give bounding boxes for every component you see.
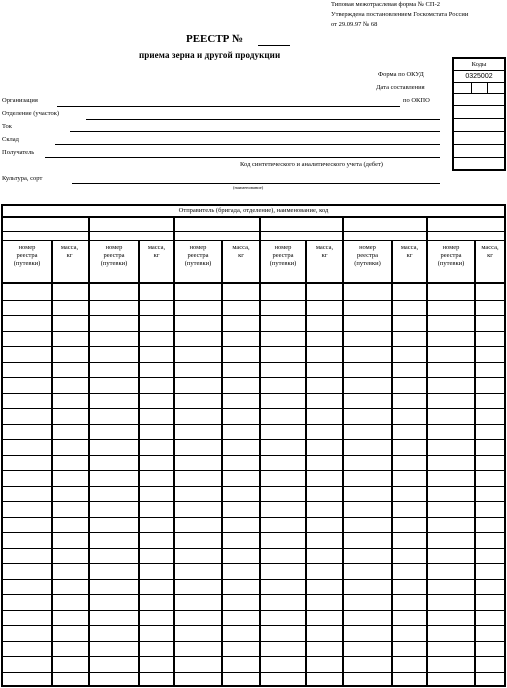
date-label: Дата составления [376, 84, 425, 91]
table-row[interactable] [90, 393, 173, 394]
sender-group [259, 218, 342, 685]
registry-number-header: номер реестра (путевки) [13, 244, 41, 267]
table-row[interactable] [261, 346, 342, 347]
department-code-cell[interactable] [454, 106, 504, 119]
data-rows [428, 282, 504, 685]
table-row[interactable] [428, 424, 504, 425]
table-row[interactable] [3, 362, 88, 363]
table-row[interactable] [428, 408, 504, 409]
table-row[interactable] [344, 579, 426, 580]
mass-header: масса, кг [232, 244, 250, 259]
table-row[interactable] [344, 424, 426, 425]
table-row[interactable] [261, 610, 342, 611]
table-row[interactable] [90, 579, 173, 580]
table-row[interactable] [261, 656, 342, 657]
sender-code-cell[interactable] [344, 232, 426, 241]
table-row[interactable] [3, 594, 88, 595]
table-row[interactable] [428, 672, 504, 673]
table-row[interactable] [344, 377, 426, 378]
sender-code-cell[interactable] [261, 232, 342, 241]
sender-code-cell[interactable] [428, 232, 504, 241]
table-row[interactable] [428, 517, 504, 518]
table-row[interactable] [90, 517, 173, 518]
sender-code-cell[interactable] [90, 232, 173, 241]
table-row[interactable] [344, 548, 426, 549]
table-row[interactable] [428, 439, 504, 440]
table-row[interactable] [428, 362, 504, 363]
table-row[interactable] [90, 315, 173, 316]
registry-number-header: номер реестра (путевки) [184, 244, 212, 267]
table-row[interactable] [175, 346, 259, 347]
table-row[interactable] [344, 532, 426, 533]
table-row[interactable] [3, 532, 88, 533]
tok-label: Ток [2, 123, 12, 130]
table-row[interactable] [90, 408, 173, 409]
table-row[interactable] [3, 672, 88, 673]
sender-header: Отправитель (бригада, отделение), наименование, код [3, 206, 504, 218]
data-rows [90, 282, 173, 685]
table-row[interactable] [175, 486, 259, 487]
sender-name-cell[interactable] [3, 218, 88, 232]
organization-label: Организация [2, 97, 38, 104]
table-row[interactable] [428, 300, 504, 301]
table-row[interactable] [3, 517, 88, 518]
okud-label: Форма по ОКУД [378, 71, 424, 78]
table-row[interactable] [344, 486, 426, 487]
table-row[interactable] [3, 377, 88, 378]
table-row[interactable] [261, 501, 342, 502]
account-code-cell[interactable] [454, 158, 504, 169]
table-row[interactable] [428, 501, 504, 502]
table-row[interactable] [3, 300, 88, 301]
table-row[interactable] [175, 594, 259, 595]
table-row[interactable] [428, 563, 504, 564]
table-row[interactable] [344, 470, 426, 471]
table-row[interactable] [3, 346, 88, 347]
table-row[interactable] [3, 315, 88, 316]
department-field[interactable] [86, 119, 440, 120]
sender-group [342, 218, 426, 685]
table-row[interactable] [261, 563, 342, 564]
table-row[interactable] [3, 656, 88, 657]
table-row[interactable] [344, 300, 426, 301]
table-row[interactable] [428, 377, 504, 378]
table-row[interactable] [90, 486, 173, 487]
table-row[interactable] [175, 315, 259, 316]
table-row[interactable] [428, 346, 504, 347]
table-row[interactable] [428, 393, 504, 394]
table-row[interactable] [3, 625, 88, 626]
table-row[interactable] [261, 362, 342, 363]
table-row[interactable] [428, 594, 504, 595]
table-row[interactable] [428, 625, 504, 626]
table-row[interactable] [261, 439, 342, 440]
table-row[interactable] [344, 672, 426, 673]
table-row[interactable] [344, 641, 426, 642]
table-row[interactable] [3, 548, 88, 549]
warehouse-code-cell[interactable] [454, 132, 504, 145]
table-row[interactable] [261, 377, 342, 378]
table-row[interactable] [175, 656, 259, 657]
table-row[interactable] [261, 486, 342, 487]
table-row[interactable] [428, 532, 504, 533]
table-row[interactable] [175, 377, 259, 378]
registry-number-header: номер реестра (путевки) [354, 244, 381, 267]
table-row[interactable] [261, 548, 342, 549]
table-row[interactable] [344, 563, 426, 564]
table-row[interactable] [3, 424, 88, 425]
table-row[interactable] [3, 408, 88, 409]
okud-code-value[interactable]: 0325002 [454, 71, 504, 83]
table-row[interactable] [90, 501, 173, 502]
table-row[interactable] [90, 625, 173, 626]
table-row[interactable] [3, 610, 88, 611]
table-row[interactable] [344, 362, 426, 363]
table-row[interactable] [261, 393, 342, 394]
recipient-field[interactable] [45, 157, 440, 158]
table-row[interactable] [261, 408, 342, 409]
table-row[interactable] [175, 300, 259, 301]
table-row[interactable] [428, 548, 504, 549]
table-row[interactable] [175, 532, 259, 533]
table-row[interactable] [344, 594, 426, 595]
crop-field[interactable] [72, 183, 440, 184]
table-row[interactable] [428, 579, 504, 580]
table-row[interactable] [175, 331, 259, 332]
tok-field[interactable] [70, 131, 440, 132]
table-row[interactable] [261, 300, 342, 301]
registry-table [1, 204, 506, 687]
table-row[interactable] [175, 672, 259, 673]
table-row[interactable] [175, 362, 259, 363]
data-rows [261, 282, 342, 685]
table-row[interactable] [90, 610, 173, 611]
table-row[interactable] [428, 455, 504, 456]
table-row[interactable] [90, 672, 173, 673]
table-row[interactable] [175, 393, 259, 394]
date-cell[interactable] [454, 83, 504, 94]
table-row[interactable] [344, 393, 426, 394]
table-row[interactable] [175, 424, 259, 425]
mass-header: масса, кг [60, 244, 79, 259]
table-row[interactable] [261, 470, 342, 471]
table-row[interactable] [344, 625, 426, 626]
table-row[interactable] [175, 610, 259, 611]
registry-number-header: номер реестра (путевки) [437, 244, 465, 267]
sender-name-cell[interactable] [175, 218, 259, 232]
crop-hint: (наименование) [233, 185, 264, 190]
recipient-label: Получатель [2, 149, 35, 156]
organization-field[interactable] [57, 106, 400, 107]
table-row[interactable] [3, 393, 88, 394]
table-row[interactable] [175, 408, 259, 409]
table-row[interactable] [261, 672, 342, 673]
table-row[interactable] [175, 641, 259, 642]
table-row[interactable] [175, 579, 259, 580]
sender-name-cell[interactable] [90, 218, 173, 232]
table-row[interactable] [428, 331, 504, 332]
table-row[interactable] [175, 563, 259, 564]
table-row[interactable] [90, 594, 173, 595]
form-type-note: Типовая межотраслевая форма № СП-2 [331, 1, 441, 8]
table-row[interactable] [344, 455, 426, 456]
table-row[interactable] [261, 594, 342, 595]
table-row[interactable] [3, 563, 88, 564]
table-row[interactable] [261, 424, 342, 425]
table-row[interactable] [90, 470, 173, 471]
table-row[interactable] [3, 331, 88, 332]
table-row[interactable] [90, 548, 173, 549]
table-row[interactable] [175, 548, 259, 549]
mass-header: масса, кг [147, 244, 166, 259]
crop-label: Культура, сорт [2, 175, 43, 182]
table-row[interactable] [90, 656, 173, 657]
table-row[interactable] [261, 625, 342, 626]
document-subtitle: приема зерна и другой продукции [139, 50, 281, 60]
table-row[interactable] [90, 641, 173, 642]
table-row[interactable] [90, 455, 173, 456]
table-row[interactable] [344, 656, 426, 657]
mass-header: масса, кг [400, 244, 419, 259]
table-row[interactable] [344, 439, 426, 440]
table-row[interactable] [3, 641, 88, 642]
table-row[interactable] [428, 470, 504, 471]
sender-name-cell[interactable] [428, 218, 504, 232]
table-row[interactable] [261, 517, 342, 518]
table-row[interactable] [428, 486, 504, 487]
table-row[interactable] [3, 439, 88, 440]
mass-header: масса, кг [481, 244, 499, 259]
warehouse-field[interactable] [55, 144, 440, 145]
okpo-label: по ОКПО [403, 97, 430, 104]
table-row[interactable] [3, 455, 88, 456]
table-row[interactable] [90, 300, 173, 301]
table-row[interactable] [90, 346, 173, 347]
table-row[interactable] [175, 439, 259, 440]
table-row[interactable] [175, 470, 259, 471]
sender-group [3, 218, 88, 685]
table-row[interactable] [3, 470, 88, 471]
table-row[interactable] [3, 486, 88, 487]
sender-group [88, 218, 173, 685]
table-row[interactable] [261, 455, 342, 456]
table-row[interactable] [344, 501, 426, 502]
sender-name-cell[interactable] [261, 218, 342, 232]
table-row[interactable] [261, 641, 342, 642]
mass-header: масса, кг [315, 244, 334, 259]
table-row[interactable] [344, 346, 426, 347]
sender-name-cell[interactable] [344, 218, 426, 232]
table-row[interactable] [428, 610, 504, 611]
data-rows [344, 282, 426, 685]
table-row[interactable] [90, 377, 173, 378]
registry-number-line[interactable] [258, 45, 290, 46]
account-code-label: Код синтетического и аналитического учета (дебет) [240, 161, 383, 168]
table-row[interactable] [3, 579, 88, 580]
table-row[interactable] [90, 439, 173, 440]
table-row[interactable] [175, 455, 259, 456]
warehouse-label: Склад [2, 136, 19, 143]
table-row[interactable] [3, 501, 88, 502]
sender-group [426, 218, 504, 685]
sender-group [173, 218, 259, 685]
approval-date-note: от 29.09.97 № 68 [331, 21, 378, 28]
table-row[interactable] [90, 563, 173, 564]
codes-header: Коды [454, 59, 504, 71]
table-row[interactable] [428, 641, 504, 642]
table-row[interactable] [344, 610, 426, 611]
okpo-code-cell[interactable] [454, 94, 504, 106]
table-row[interactable] [261, 331, 342, 332]
department-label: Отделение (участок) [2, 110, 60, 117]
table-row[interactable] [261, 315, 342, 316]
recipient-code-cell[interactable] [454, 145, 504, 158]
table-row[interactable] [344, 331, 426, 332]
table-row[interactable] [428, 656, 504, 657]
approval-note: Утверждена постановлением Госкомстата России [331, 11, 469, 18]
table-row[interactable] [175, 501, 259, 502]
sender-code-cell[interactable] [3, 232, 88, 241]
table-row[interactable] [344, 517, 426, 518]
document-title: РЕЕСТР № [186, 33, 244, 45]
table-row[interactable] [175, 517, 259, 518]
table-row[interactable] [90, 532, 173, 533]
data-rows [3, 282, 88, 685]
table-row[interactable] [261, 579, 342, 580]
table-row[interactable] [344, 408, 426, 409]
table-row[interactable] [261, 532, 342, 533]
tok-code-cell[interactable] [454, 119, 504, 132]
table-row[interactable] [90, 362, 173, 363]
table-row[interactable] [428, 315, 504, 316]
table-row[interactable] [90, 331, 173, 332]
sender-code-cell[interactable] [175, 232, 259, 241]
registry-number-header: номер реестра (путевки) [269, 244, 297, 267]
table-row[interactable] [344, 315, 426, 316]
codes-box [452, 57, 506, 171]
registry-number-header: номер реестра (путевки) [100, 244, 128, 267]
data-rows [175, 282, 259, 685]
table-row[interactable] [175, 625, 259, 626]
table-row[interactable] [90, 424, 173, 425]
